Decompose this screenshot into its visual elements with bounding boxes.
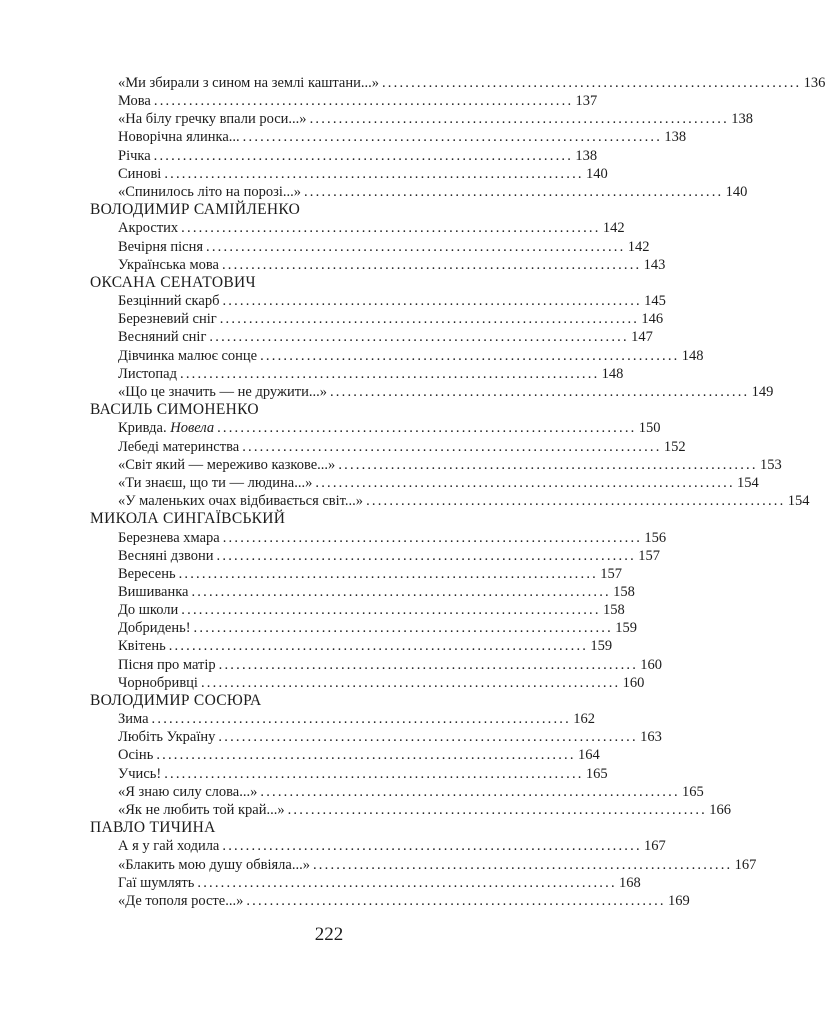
toc-section (90, 74, 825, 201)
entry-title-text: «Спинилось літо на порозі...» (118, 183, 301, 200)
entry-title-text: «На білу гречку впали роси...» (118, 111, 307, 128)
entry-title-text: Українська мова (118, 256, 219, 273)
author-heading: ВОЛОДИМИР САМІЙЛЕНКО (90, 200, 301, 218)
entry-page-number: 157 (600, 565, 622, 582)
toc-entry (90, 238, 650, 256)
entry-title-text: Чорнобривці (118, 674, 198, 691)
entry-title (118, 438, 239, 456)
entry-title-text: «Що це значить — не дружити...» (118, 383, 327, 400)
toc-entry (90, 656, 663, 674)
entry-page-number: 157 (638, 547, 660, 564)
toc-entry (90, 328, 653, 346)
toc-entry (90, 419, 661, 437)
dot-leader: ........................................................................ (303, 183, 724, 200)
dot-leader: ........................................................................ (338, 456, 758, 473)
toc-section (90, 819, 757, 910)
entry-title-text: Вишиванка (118, 583, 189, 600)
entry-page-number: 156 (644, 529, 667, 546)
entry-title (118, 492, 363, 510)
toc-entry (90, 837, 666, 855)
entry-title (118, 383, 327, 401)
entry-title (118, 256, 219, 274)
entry-page-number: 164 (577, 747, 600, 764)
author-heading: ВОЛОДИМИР СОСЮРА (90, 691, 262, 709)
toc-entry (90, 583, 635, 601)
entry-page-number: 138 (731, 111, 753, 128)
entry-title (118, 783, 257, 801)
entry-page-number: 150 (638, 420, 661, 437)
toc-entry (90, 710, 595, 728)
entry-page-number: 154 (787, 492, 810, 509)
dot-leader: ........................................................................ (206, 238, 626, 255)
toc-entry (90, 347, 704, 365)
entry-title-text: «Ми збирали з сином на землі каштани...» (118, 75, 379, 91)
entry-title (118, 456, 335, 474)
toc-entry (90, 547, 660, 565)
toc-entry (90, 474, 759, 492)
entry-title-text: Гаї шумлять (118, 874, 195, 891)
toc-entry (90, 619, 637, 637)
dot-leader: ........................................................................ (156, 747, 576, 764)
dot-leader: ........................................................................ (246, 892, 666, 909)
entry-title-text: Дівчинка малює сонце (118, 347, 258, 364)
entry-title (118, 292, 219, 310)
entry-title (118, 565, 176, 583)
dot-leader: ........................................................................ (221, 256, 642, 273)
entry-page-number: 140 (725, 183, 748, 200)
author-heading: ПАВЛО ТИЧИНА (90, 819, 216, 837)
toc-section (90, 200, 666, 274)
entry-page-number: 168 (619, 874, 641, 891)
entry-title (118, 328, 206, 346)
dot-leader: ........................................................................ (209, 329, 629, 346)
entry-title-text: Зима (118, 711, 149, 728)
entry-page-number: 159 (590, 638, 613, 655)
entry-title-text: Вечірня пісня (118, 238, 204, 255)
dot-leader: ........................................................................ (168, 638, 589, 655)
entry-title-text: Акростих (118, 220, 179, 237)
entry-page-number: 165 (585, 765, 608, 782)
entry-page-number: 158 (613, 583, 635, 600)
entry-title (118, 674, 198, 692)
entry-title (118, 637, 166, 655)
entry-title (118, 74, 379, 92)
entry-page-number: 160 (622, 674, 645, 691)
toc-entry (90, 601, 625, 619)
entry-title-text: «У маленьких очах відбивається світ...» (118, 492, 364, 509)
entry-page-number: 152 (663, 438, 686, 455)
dot-leader: ........................................................................ (222, 293, 642, 310)
entry-subtitle: Новела (170, 420, 215, 437)
toc-entry (90, 674, 645, 692)
entry-page-number: 167 (734, 856, 757, 873)
dot-leader: ........................................................................ (197, 874, 617, 891)
dot-leader: ........................................................................ (217, 420, 637, 437)
entry-title-text: Листопад (118, 365, 177, 382)
entry-title-text: Лебеді материнства (118, 438, 240, 455)
entry-page-number: 143 (643, 256, 666, 273)
dot-leader: ........................................................................ (381, 75, 802, 91)
author-heading: ВАСИЛЬ СИМОНЕНКО (90, 401, 259, 419)
table-of-contents (90, 74, 825, 910)
dot-leader: ........................................................................ (260, 347, 680, 364)
dot-leader: ........................................................................ (180, 365, 600, 382)
entry-title (118, 583, 188, 601)
toc-entry (90, 765, 608, 783)
entry-title-text: Березнева хмара (118, 529, 220, 546)
entry-title-text: Любіть Україну (118, 729, 216, 746)
dot-leader: ........................................................................ (222, 838, 642, 855)
toc-entry (90, 728, 662, 746)
entry-title-text: До школи (118, 602, 179, 619)
entry-page-number: 147 (631, 329, 653, 346)
toc-entry (90, 92, 598, 110)
toc-entry (90, 365, 624, 383)
entry-title (118, 310, 217, 328)
entry-title-text: Квітень (118, 638, 166, 655)
entry-title-text: «Світ який — мереживо казкове...» (118, 456, 336, 473)
dot-leader: ........................................................................ (164, 765, 584, 782)
entry-page-number: 146 (641, 311, 664, 328)
toc-entry (90, 801, 731, 819)
entry-title-text: Безцінний скарб (118, 293, 220, 310)
entry-title (118, 419, 214, 437)
entry-title-text: «Я знаю силу слова...» (118, 783, 258, 800)
toc-entry (90, 529, 667, 547)
toc-entry (90, 219, 625, 237)
entry-page-number: 158 (602, 602, 625, 619)
entry-page-number: 169 (667, 892, 690, 909)
entry-title (118, 746, 153, 764)
entry-page-number: 148 (601, 365, 624, 382)
author-heading: МИКОЛА СИНГАЇВСЬКИЙ (90, 510, 286, 528)
entry-title-text: Кривда. (118, 420, 167, 437)
dot-leader: ........................................................................ (222, 529, 643, 546)
dot-leader: ........................................................................ (200, 674, 621, 691)
entry-title-text: Вересень (118, 565, 176, 582)
dot-leader: ........................................................................ (153, 93, 574, 110)
entry-title (118, 128, 240, 146)
entry-title (118, 219, 178, 237)
toc-entry (90, 783, 704, 801)
entry-title-text: «Як не любить той край...» (118, 801, 285, 818)
dot-leader: ........................................................................ (287, 801, 707, 818)
toc-entry (90, 438, 686, 456)
entry-page-number: 159 (615, 620, 637, 637)
entry-page-number: 162 (573, 711, 595, 728)
entry-title (118, 365, 177, 383)
entry-title (118, 710, 149, 728)
dot-leader: ........................................................................ (242, 438, 662, 455)
entry-title (118, 856, 310, 874)
entry-page-number: 149 (751, 383, 774, 400)
entry-page-number: 137 (575, 93, 598, 110)
toc-entry (90, 147, 598, 165)
dot-leader: ........................................................................ (312, 856, 733, 873)
author-heading: ОКСАНА СЕНАТОВИЧ (90, 273, 256, 291)
entry-title (118, 529, 220, 547)
entry-page-number: 138 (575, 147, 598, 164)
dot-leader: ........................................................................ (193, 620, 613, 637)
entry-title (118, 238, 203, 256)
toc-section (90, 510, 667, 692)
toc-entry (90, 165, 608, 183)
dot-leader: ........................................................................ (242, 129, 663, 146)
entry-title-text: Березневий сніг (118, 311, 217, 328)
dot-leader: ........................................................................ (329, 383, 750, 400)
entry-title (118, 147, 151, 165)
toc-entry (90, 637, 613, 655)
dot-leader: ........................................................................ (218, 729, 638, 746)
dot-leader: ........................................................................ (216, 547, 636, 564)
entry-title-text: А я у гай ходила (118, 838, 220, 855)
toc-entry (90, 110, 753, 128)
entry-title-text: Добридень! (118, 620, 191, 637)
entry-title (118, 110, 307, 128)
entry-title (118, 347, 257, 365)
entry-title-text: Пісня про матір (118, 656, 216, 673)
toc-entry (90, 565, 622, 583)
entry-page-number: 160 (640, 656, 663, 673)
entry-title (118, 619, 191, 637)
toc-section (90, 401, 810, 510)
toc-section (90, 273, 774, 401)
toc-entry (90, 892, 690, 910)
entry-page-number: 140 (585, 165, 608, 182)
entry-title-text: Мова (118, 93, 151, 110)
toc-entry (90, 874, 641, 892)
entry-page-number: 142 (627, 238, 650, 255)
entry-title-text: Учись! (118, 765, 162, 782)
entry-title (118, 165, 161, 183)
entry-title (118, 837, 219, 855)
dot-leader: ........................................................................ (219, 311, 640, 328)
entry-page-number: 142 (602, 220, 625, 237)
toc-entry (90, 256, 666, 274)
dot-leader: ........................................................................ (151, 711, 571, 728)
entry-title-text: Весняні дзвони (118, 547, 214, 564)
dot-leader: ........................................................................ (181, 220, 601, 237)
entry-title (118, 601, 178, 619)
entry-page-number: 165 (682, 783, 704, 800)
dot-leader: ........................................................................ (153, 147, 574, 164)
entry-page-number: 145 (644, 293, 666, 310)
entry-title (118, 92, 151, 110)
entry-title (118, 801, 285, 819)
entry-page-number: 166 (709, 801, 731, 818)
entry-title-text: Річка (118, 147, 151, 164)
dot-leader: ........................................................................ (164, 165, 584, 182)
entry-page-number: 148 (681, 347, 704, 364)
entry-title (118, 874, 194, 892)
toc-entry (90, 128, 687, 146)
toc-entry (90, 183, 748, 201)
entry-title (118, 474, 312, 492)
page-number: 222 (314, 924, 344, 945)
dot-leader: ........................................................................ (260, 783, 680, 800)
entry-page-number: 136 (803, 75, 825, 91)
entry-title-text: Весняний сніг (118, 329, 207, 346)
toc-section (90, 691, 731, 819)
entry-title (118, 656, 216, 674)
dot-leader: ........................................................................ (366, 492, 786, 509)
toc-entry (90, 746, 600, 764)
toc-entry (90, 456, 782, 474)
toc-entry (90, 492, 810, 510)
entry-page-number: 163 (640, 729, 662, 746)
dot-leader: ........................................................................ (181, 602, 601, 619)
toc-entry (90, 74, 825, 92)
entry-title-text: «Ти знаєш, що ти — людина...» (118, 474, 313, 491)
toc-entry (90, 292, 666, 310)
entry-title (118, 547, 214, 565)
entry-page-number: 167 (644, 838, 666, 855)
entry-page-number: 154 (737, 474, 759, 491)
dot-leader: ........................................................................ (178, 565, 598, 582)
entry-title (118, 728, 215, 746)
toc-entry (90, 310, 664, 328)
entry-title (118, 892, 243, 910)
dot-leader: ........................................................................ (315, 474, 735, 491)
toc-entry (90, 383, 774, 401)
entry-title (118, 183, 301, 201)
dot-leader: ........................................................................ (218, 656, 639, 673)
toc-entry (90, 856, 757, 874)
entry-title-text: «Де тополя росте...» (118, 892, 244, 909)
dot-leader: ........................................................................ (191, 583, 611, 600)
entry-title-text: Новорічна ялинка... (118, 129, 240, 146)
entry-title (118, 765, 161, 783)
entry-title-text: Осінь (118, 747, 154, 764)
entry-page-number: 153 (759, 456, 782, 473)
dot-leader: ........................................................................ (309, 111, 729, 128)
entry-title-text: «Блакить мою душу обвіяла...» (118, 856, 310, 873)
entry-page-number: 138 (664, 129, 687, 146)
entry-title-text: Синові (118, 165, 162, 182)
